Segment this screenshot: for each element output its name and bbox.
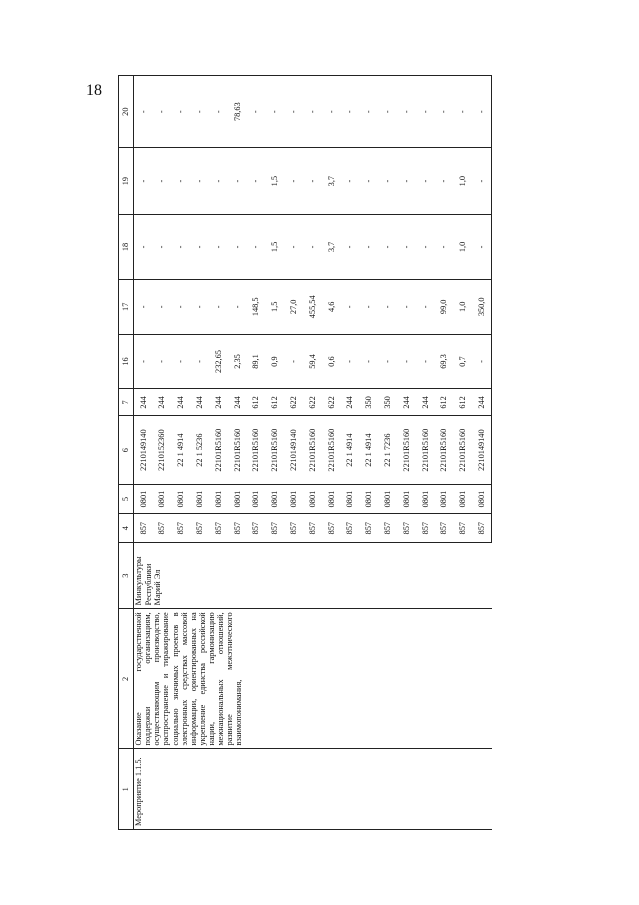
column-header-2: 2 xyxy=(119,609,134,749)
table-cell: - xyxy=(360,214,379,279)
table-cell: 612 xyxy=(266,389,285,416)
table-cell: - xyxy=(303,76,322,148)
table-cell: 350 xyxy=(360,389,379,416)
table-cell: 0801 xyxy=(134,484,153,514)
table-cell: - xyxy=(134,148,153,215)
table-cell: - xyxy=(435,148,454,215)
table-cell: - xyxy=(435,214,454,279)
table-cell: - xyxy=(472,214,491,279)
table-cell: - xyxy=(209,148,228,215)
table-cell: - xyxy=(172,279,191,334)
table-cell: - xyxy=(360,334,379,389)
table-cell: 0,7 xyxy=(454,334,473,389)
table-cell: 0801 xyxy=(360,484,379,514)
table-cell: 857 xyxy=(209,514,228,543)
column-header-17: 17 xyxy=(119,279,134,334)
table-cell: 0801 xyxy=(378,484,397,514)
table-cell: 1,0 xyxy=(454,214,473,279)
table-cell: 244 xyxy=(209,389,228,416)
table-cell: 455,54 xyxy=(303,279,322,334)
table-cell: 857 xyxy=(472,514,491,543)
table-cell: - xyxy=(378,334,397,389)
table-cell: 244 xyxy=(397,389,416,416)
column-header-18: 18 xyxy=(119,214,134,279)
table-cell: - xyxy=(397,214,416,279)
table-cell: 244 xyxy=(341,389,360,416)
table-cell: - xyxy=(378,214,397,279)
table-cell: - xyxy=(134,214,153,279)
table-cell: - xyxy=(303,148,322,215)
table-cell: 22 1 4914 xyxy=(341,416,360,484)
table-cell: - xyxy=(247,148,266,215)
table-cell: 232,65 xyxy=(209,334,228,389)
table-cell: - xyxy=(284,148,303,215)
table-cell: 857 xyxy=(435,514,454,543)
column-header-5: 5 xyxy=(119,484,134,514)
table-cell: - xyxy=(472,76,491,148)
table-cell: - xyxy=(341,334,360,389)
table-cell: - xyxy=(303,214,322,279)
table-cell: 0801 xyxy=(209,484,228,514)
table-cell: - xyxy=(190,76,209,148)
table-cell: - xyxy=(190,279,209,334)
table-cell: 22101R5160 xyxy=(435,416,454,484)
table-cell: - xyxy=(209,76,228,148)
table-cell: - xyxy=(134,76,153,148)
table-cell: 1,5 xyxy=(266,148,285,215)
rotated-table-wrapper xyxy=(118,75,538,830)
table-cell: 0801 xyxy=(341,484,360,514)
table-cell: - xyxy=(172,76,191,148)
table-cell: 22 1 4914 xyxy=(360,416,379,484)
table-cell: 857 xyxy=(172,514,191,543)
table-cell: 2210149140 xyxy=(284,416,303,484)
table-cell: 22101R5160 xyxy=(322,416,341,484)
table-cell: 857 xyxy=(397,514,416,543)
table-cell: - xyxy=(435,76,454,148)
table-cell: - xyxy=(416,334,435,389)
table-cell: - xyxy=(266,76,285,148)
table-cell: 89,1 xyxy=(247,334,266,389)
table-cell: 22 1 7236 xyxy=(378,416,397,484)
table-cell: 857 xyxy=(190,514,209,543)
table-cell: - xyxy=(134,334,153,389)
table-cell: - xyxy=(322,76,341,148)
table-cell: 69,3 xyxy=(435,334,454,389)
table-cell: - xyxy=(341,76,360,148)
table-cell: 22101R5160 xyxy=(416,416,435,484)
responsible-executor: Минкультуры Республики Марий Эл xyxy=(134,542,492,608)
table-cell: 2,35 xyxy=(228,334,247,389)
measure-description: Оказание государственной поддержки организациям, осуществляющим производство, распространение и тиражирование социально значимых проектов в электронных средствах массовой информации, ориентированных на укрепление единства российской нации, гармонизацию межнациональных отношений, развитие межэтнического взаимопонимания, xyxy=(134,609,492,749)
column-header-20: 20 xyxy=(119,76,134,148)
table-cell: - xyxy=(153,148,172,215)
table-cell: 244 xyxy=(416,389,435,416)
column-header-1: 1 xyxy=(119,749,134,830)
table-cell: 244 xyxy=(190,389,209,416)
table-body xyxy=(134,76,492,830)
table-cell: - xyxy=(397,148,416,215)
table-cell: 22 1 4914 xyxy=(172,416,191,484)
table-cell: 857 xyxy=(284,514,303,543)
table-cell: - xyxy=(378,76,397,148)
table-cell: 0801 xyxy=(247,484,266,514)
table-cell: - xyxy=(172,148,191,215)
table-cell: 22101R5160 xyxy=(303,416,322,484)
table-cell: - xyxy=(360,148,379,215)
table-cell: 22 1 5236 xyxy=(190,416,209,484)
page-number: 18 xyxy=(86,82,102,99)
table-cell: - xyxy=(397,279,416,334)
column-header-16: 16 xyxy=(119,334,134,389)
table-cell: 27,0 xyxy=(284,279,303,334)
table-cell: - xyxy=(153,334,172,389)
table-cell: - xyxy=(341,214,360,279)
table-cell: 0801 xyxy=(228,484,247,514)
table-cell: - xyxy=(209,214,228,279)
table-cell: 0801 xyxy=(266,484,285,514)
table-cell: - xyxy=(190,214,209,279)
table-cell: - xyxy=(416,148,435,215)
table-cell: 59,4 xyxy=(303,334,322,389)
table-cell: - xyxy=(472,148,491,215)
table-cell: 244 xyxy=(472,389,491,416)
table-cell: 0801 xyxy=(153,484,172,514)
table-cell: 244 xyxy=(172,389,191,416)
table-cell: 622 xyxy=(284,389,303,416)
table-cell: 2210149140 xyxy=(134,416,153,484)
table-cell: - xyxy=(378,279,397,334)
table-cell: 612 xyxy=(247,389,266,416)
table-cell: - xyxy=(416,279,435,334)
table-cell: 2210149140 xyxy=(472,416,491,484)
table-cell: 612 xyxy=(454,389,473,416)
table-cell: 857 xyxy=(134,514,153,543)
table-cell: 22101R5160 xyxy=(454,416,473,484)
table-cell: 244 xyxy=(228,389,247,416)
table-cell: 0801 xyxy=(435,484,454,514)
table-cell: - xyxy=(172,214,191,279)
table-cell: 857 xyxy=(228,514,247,543)
table-cell: 857 xyxy=(454,514,473,543)
table-cell: - xyxy=(228,279,247,334)
table-cell: 350 xyxy=(378,389,397,416)
table-cell: - xyxy=(341,148,360,215)
table-cell: 1,0 xyxy=(454,279,473,334)
table-cell: 4,6 xyxy=(322,279,341,334)
table-cell: 857 xyxy=(322,514,341,543)
table-cell: 622 xyxy=(303,389,322,416)
table-cell: 857 xyxy=(341,514,360,543)
table-cell: 78,63 xyxy=(228,76,247,148)
table-cell: - xyxy=(209,279,228,334)
table-cell: - xyxy=(360,76,379,148)
table-cell: 857 xyxy=(247,514,266,543)
table-cell: - xyxy=(360,279,379,334)
table-cell: 0801 xyxy=(303,484,322,514)
table-cell: 1,5 xyxy=(266,214,285,279)
table-cell: 857 xyxy=(416,514,435,543)
column-header-19: 19 xyxy=(119,148,134,215)
table-cell: - xyxy=(397,76,416,148)
table-cell: 0,6 xyxy=(322,334,341,389)
table-cell: - xyxy=(228,214,247,279)
table-cell: 0801 xyxy=(190,484,209,514)
table-cell: - xyxy=(172,334,191,389)
table-cell: 857 xyxy=(378,514,397,543)
table-cell: 612 xyxy=(435,389,454,416)
table-cell: - xyxy=(397,334,416,389)
table-cell: - xyxy=(134,279,153,334)
table-cell: - xyxy=(284,214,303,279)
table-cell: 1,0 xyxy=(454,148,473,215)
table-cell: 2210152360 xyxy=(153,416,172,484)
table-cell: 22101R5160 xyxy=(247,416,266,484)
table-cell: 0,9 xyxy=(266,334,285,389)
table-cell: - xyxy=(416,76,435,148)
table-cell: 22101R5160 xyxy=(397,416,416,484)
table-cell: 857 xyxy=(153,514,172,543)
table-row xyxy=(134,76,153,830)
table-cell: 0801 xyxy=(416,484,435,514)
table-cell: 857 xyxy=(360,514,379,543)
table-cell: 350,0 xyxy=(472,279,491,334)
table-cell: - xyxy=(284,76,303,148)
table-cell: 244 xyxy=(153,389,172,416)
table-cell: 0801 xyxy=(284,484,303,514)
column-header-6: 6 xyxy=(119,416,134,484)
table-cell: 3,7 xyxy=(322,148,341,215)
table-cell: 0801 xyxy=(322,484,341,514)
column-header-3: 3 xyxy=(119,542,134,608)
table-cell: 22101R5160 xyxy=(209,416,228,484)
table-cell: 99,0 xyxy=(435,279,454,334)
table-cell: - xyxy=(190,334,209,389)
table-cell: 0801 xyxy=(454,484,473,514)
table-cell: 148,5 xyxy=(247,279,266,334)
measure-label: Мероприятие 1.1.5. xyxy=(134,749,492,830)
table-cell: 857 xyxy=(303,514,322,543)
table-cell: 22101R5160 xyxy=(228,416,247,484)
table-cell: 0801 xyxy=(172,484,191,514)
table-cell: 244 xyxy=(134,389,153,416)
table-cell: - xyxy=(378,148,397,215)
header-row xyxy=(119,76,134,830)
table-cell: - xyxy=(228,148,247,215)
table-cell: - xyxy=(190,148,209,215)
table-cell: - xyxy=(416,214,435,279)
table-cell: - xyxy=(153,279,172,334)
table-cell: - xyxy=(284,334,303,389)
table-cell: - xyxy=(247,76,266,148)
table-cell: 22101R5160 xyxy=(266,416,285,484)
table-cell: - xyxy=(153,214,172,279)
table-cell: 622 xyxy=(322,389,341,416)
column-header-7: 7 xyxy=(119,389,134,416)
table-cell: 1,5 xyxy=(266,279,285,334)
table-cell: 857 xyxy=(266,514,285,543)
table-cell: - xyxy=(341,279,360,334)
table-cell: - xyxy=(472,334,491,389)
table-cell: 3,7 xyxy=(322,214,341,279)
table-cell: 0801 xyxy=(472,484,491,514)
budget-table xyxy=(118,75,492,830)
table-cell: - xyxy=(454,76,473,148)
table-cell: 0801 xyxy=(397,484,416,514)
column-header-4: 4 xyxy=(119,514,134,543)
table-cell: - xyxy=(153,76,172,148)
table-cell: - xyxy=(247,214,266,279)
